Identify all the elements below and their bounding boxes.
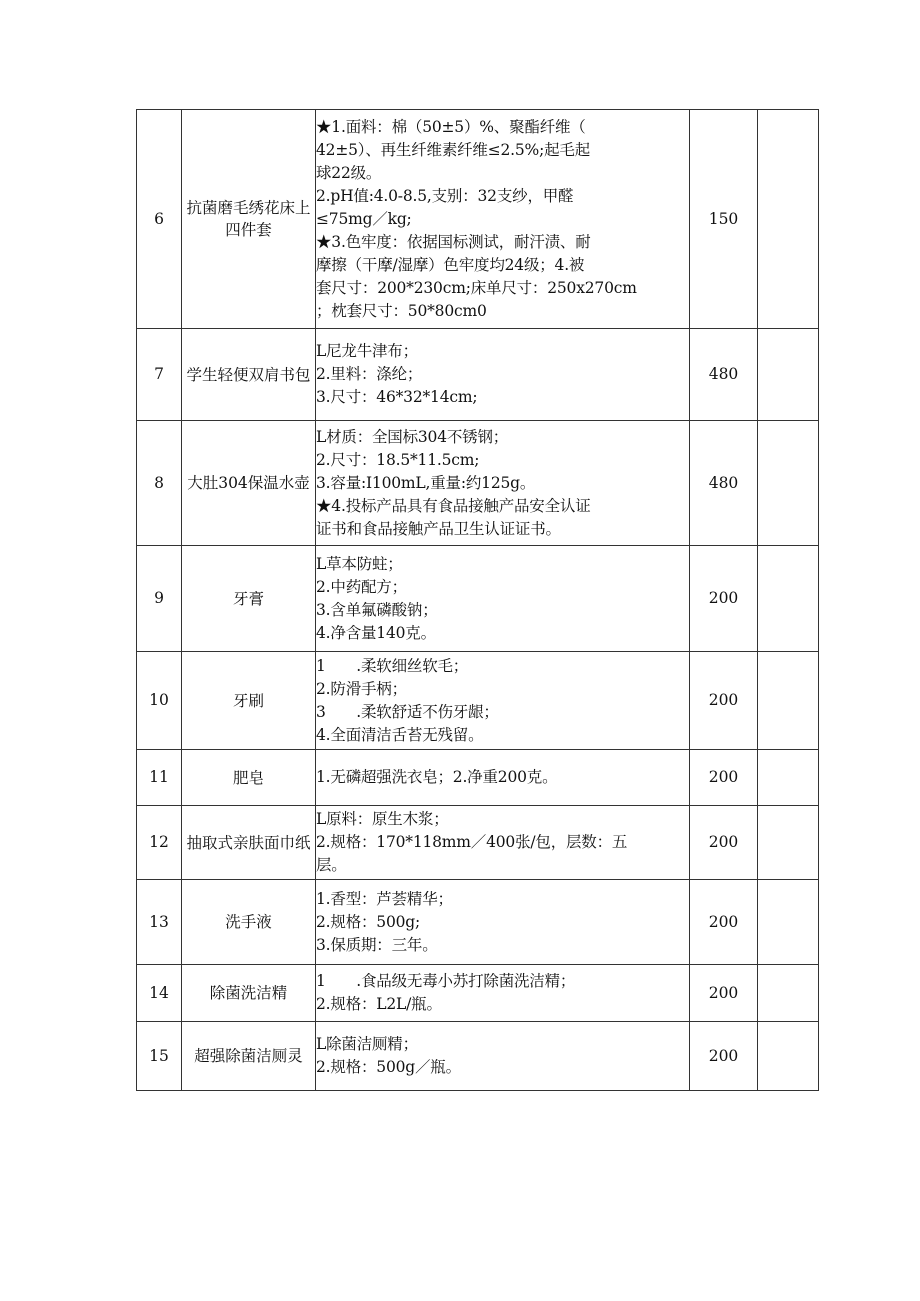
product-spec: L除菌洁厕精； 2.规格：500g／瓶。 <box>316 1022 690 1091</box>
row-number: 9 <box>137 546 182 652</box>
table-row <box>137 750 819 806</box>
table-row <box>137 652 819 750</box>
product-name: 牙刷 <box>182 652 316 750</box>
empty-cell <box>758 965 819 1022</box>
empty-cell <box>758 806 819 880</box>
empty-cell <box>758 421 819 546</box>
product-name: 抗菌磨毛绣花床上四件套 <box>182 110 316 329</box>
quantity: 200 <box>690 546 758 652</box>
empty-cell <box>758 329 819 421</box>
row-number: 10 <box>137 652 182 750</box>
row-number: 12 <box>137 806 182 880</box>
empty-cell <box>758 652 819 750</box>
quantity: 150 <box>690 110 758 329</box>
product-spec: 1.香型：芦荟精华； 2.规格：500g; 3.保质期：三年。 <box>316 880 690 965</box>
product-spec-table <box>136 109 819 1091</box>
quantity: 200 <box>690 652 758 750</box>
row-number: 15 <box>137 1022 182 1091</box>
row-number: 6 <box>137 110 182 329</box>
table-row <box>137 806 819 880</box>
empty-cell <box>758 546 819 652</box>
product-spec: ★1.面料：棉（50±5）%、聚酯纤维（ 42±5）、再生纤维素纤维≤2.5%;起毛起 球22级。 2.pH值:4.0-8.5,支别：32支纱，甲醛 ≤75mg／kg; ★3.色牢度：依据国标测试，耐汗渍、耐 摩擦（干摩/湿摩）色牢度均24级；4.被 套尺寸：200*230cm;床单尺寸：250x270cm ；枕套尺寸：50*80cm0 <box>316 110 690 329</box>
product-spec: 1 .柔软细丝软毛； 2.防滑手柄； 3 .柔软舒适不伤牙龈； 4.全面清洁舌苔无残留。 <box>316 652 690 750</box>
product-spec: 1 .食品级无毒小苏打除菌洗洁精； 2.规格：L2L/瓶。 <box>316 965 690 1022</box>
row-number: 13 <box>137 880 182 965</box>
product-name: 超强除菌洁厕灵 <box>182 1022 316 1091</box>
table-row <box>137 110 819 329</box>
row-number: 7 <box>137 329 182 421</box>
empty-cell <box>758 880 819 965</box>
product-spec: L原料：原生木浆； 2.规格：170*118mm／400张/包，层数：五 层。 <box>316 806 690 880</box>
row-number: 11 <box>137 750 182 806</box>
product-name: 除菌洗洁精 <box>182 965 316 1022</box>
empty-cell <box>758 110 819 329</box>
table-row <box>137 546 819 652</box>
quantity: 200 <box>690 806 758 880</box>
quantity: 480 <box>690 421 758 546</box>
product-spec: 1.无磷超强洗衣皂；2.净重200克。 <box>316 750 690 806</box>
quantity: 200 <box>690 750 758 806</box>
table-row <box>137 1022 819 1091</box>
product-name: 抽取式亲肤面巾纸 <box>182 806 316 880</box>
table-row <box>137 421 819 546</box>
table-row <box>137 880 819 965</box>
empty-cell <box>758 1022 819 1091</box>
row-number: 8 <box>137 421 182 546</box>
quantity: 200 <box>690 1022 758 1091</box>
row-number: 14 <box>137 965 182 1022</box>
quantity: 200 <box>690 965 758 1022</box>
product-name: 学生轻便双肩书包 <box>182 329 316 421</box>
product-spec: L尼龙牛津布； 2.里料：涤纶； 3.尺寸：46*32*14cm; <box>316 329 690 421</box>
product-spec: L材质：全国标304不锈钢； 2.尺寸：18.5*11.5cm; 3.容量:I100mL,重量:约125g。 ★4.投标产品具有食品接触产品安全认证 证书和食品接触产品卫生认证证书。 <box>316 421 690 546</box>
table-body <box>137 110 819 1091</box>
table-row <box>137 965 819 1022</box>
quantity: 200 <box>690 880 758 965</box>
quantity: 480 <box>690 329 758 421</box>
empty-cell <box>758 750 819 806</box>
product-spec: L草本防蛀； 2.中药配方； 3.含单氟磷酸钠； 4.净含量140克。 <box>316 546 690 652</box>
product-name: 牙膏 <box>182 546 316 652</box>
product-name: 大肚304保温水壶 <box>182 421 316 546</box>
table-row <box>137 329 819 421</box>
product-name: 洗手液 <box>182 880 316 965</box>
product-name: 肥皂 <box>182 750 316 806</box>
